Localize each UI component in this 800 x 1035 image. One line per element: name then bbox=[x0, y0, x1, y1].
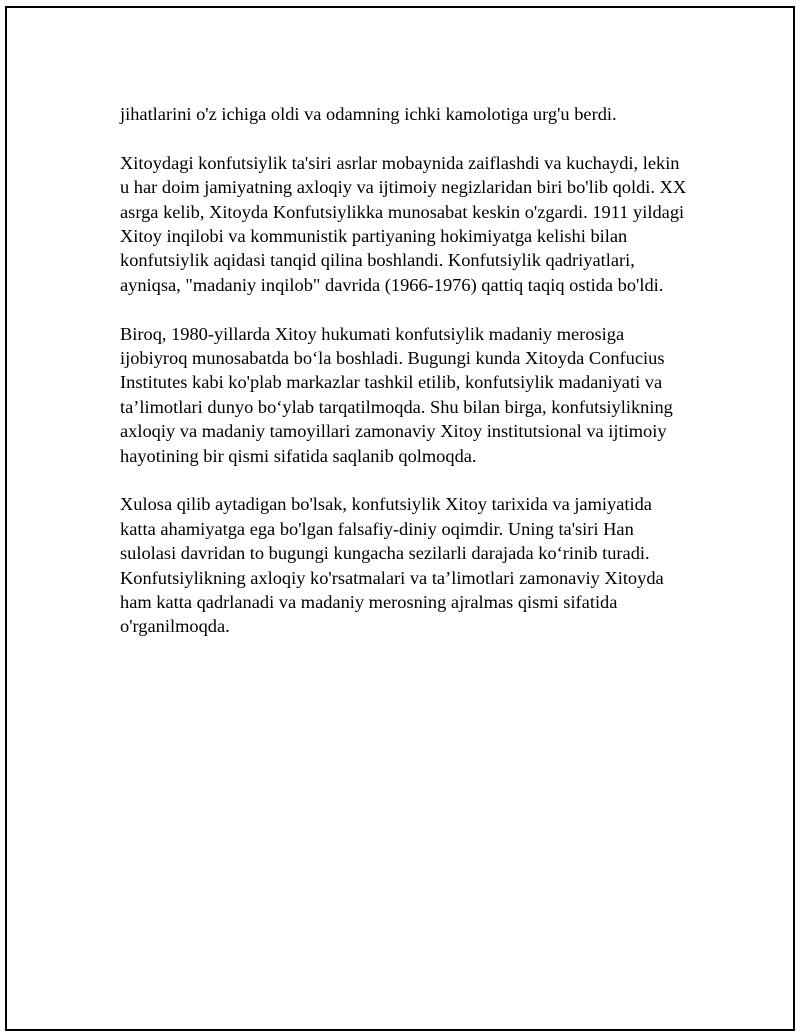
paragraph-confucianism-influence: Xitoydagi konfutsiylik ta'siri asrlar mobaynida zaiflashdi va kuchaydi, lekin u har doim jamiyatning axloqiy va ijtimoiy negizlaridan biri bo'lib qoldi. XX asrga kelib, Xitoyda Konfutsiylikka munosabat keskin o'zgardi. 1911 yildagi Xitoy inqilobi va kommunistik partiyaning hokimiyatga kelishi bilan konfutsiylik aqidasi tanqid qilina boshlandi. Konfutsiylik qadriyatlari, ayniqsa, "madaniy inqilob" davrida (1966-1976) qattiq taqiq ostida bo'ldi. bbox=[120, 152, 687, 295]
page-frame bbox=[5, 6, 795, 1031]
paragraph-conclusion: Xulosa qilib aytadigan bo'lsak, konfutsiylik Xitoy tarixida va jamiyatida katta ahamiyatga ega bo'lgan falsafiy-diniy oqimdir. Uning ta'siri Han sulolasi davridan to bugungi kungacha sezilarli darajada ko‘rinib turadi. Konfutsiylikning axloqiy ko'rsatmalari va ta’limotlari zamonaviy Xitoyda ham katta qadrlanadi va madaniy merosning ajralmas qismi sifatida o'rganilmoqda. bbox=[120, 494, 664, 637]
paragraph-1980s-revival: Biroq, 1980-yillarda Xitoy hukumati konfutsiylik madaniy merosiga ijobiyroq munosabatda bo‘la boshladi. Bugungi kunda Xitoyda Confucius Institutes kabi ko'plab markazlar tashkil etilib, konfutsiylik madaniyati va ta’limotlari dunyo bo‘ylab tarqatilmoqda. Shu bilan birga, konfutsiylikning axloqiy va madaniy tamoyillari zamonaviy Xitoy institutsional va ijtimoiy hayotining bir qismi sifatida saqlanib qolmoqda. bbox=[120, 323, 673, 466]
paragraph-continuation: jihatlarini o'z ichiga oldi va odamning ichki kamolotiga urg'u berdi. bbox=[120, 104, 617, 124]
document-body bbox=[120, 102, 695, 663]
